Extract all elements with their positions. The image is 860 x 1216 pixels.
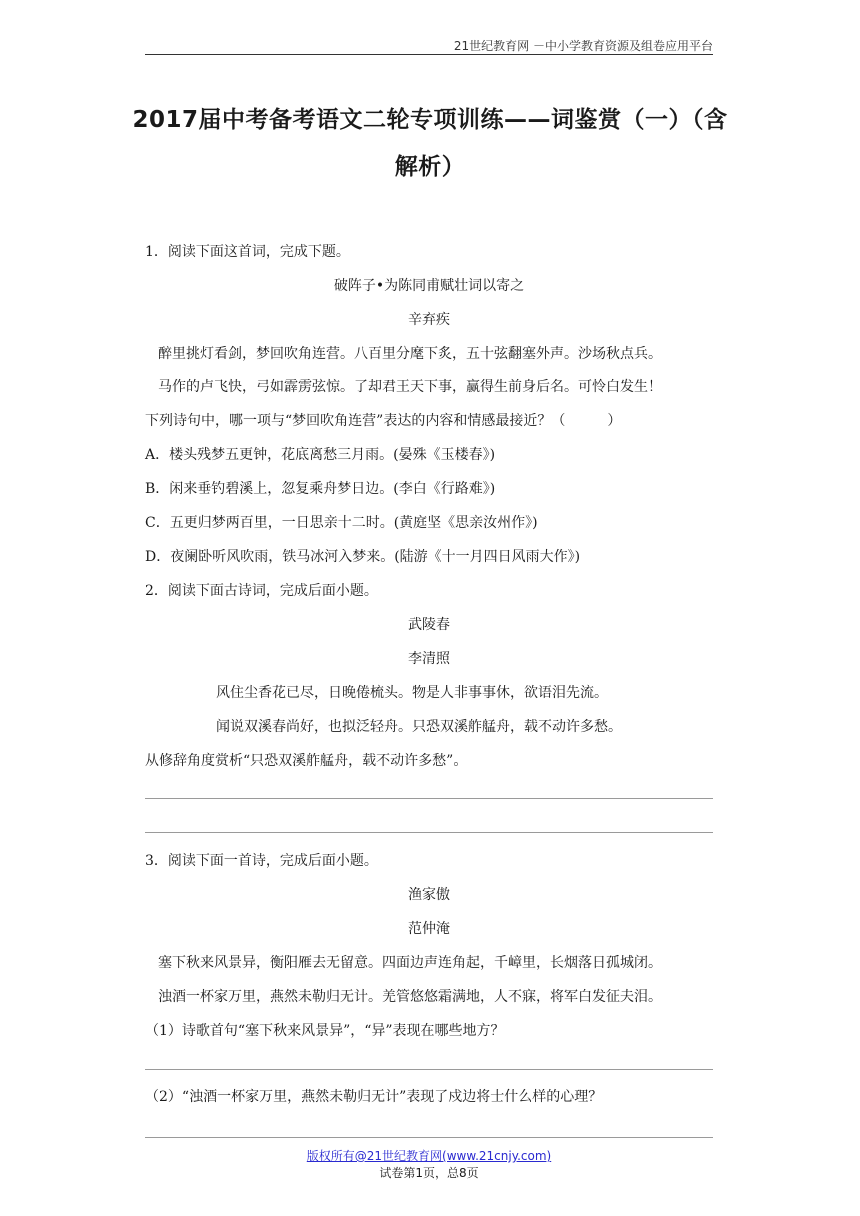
q2-verse-2: 闻说双溪春尚好，也拟泛轻舟。只恐双溪舴艋舟，载不动许多愁。 bbox=[216, 719, 622, 735]
answer-line bbox=[145, 1137, 713, 1138]
q3-verse-1: 塞下秋来风景异，衡阳雁去无留意。四面边声连角起，千嶂里，长烟落日孤城闭。 bbox=[158, 955, 662, 971]
q3-author: 范仲淹 bbox=[408, 921, 450, 937]
q2-author: 李清照 bbox=[408, 651, 450, 667]
q2-prompt: 2．阅读下面古诗词，完成后面小题。 bbox=[145, 583, 378, 599]
q3-poem-title: 渔家傲 bbox=[408, 887, 450, 903]
copyright-link[interactable]: 版权所有@21世纪教育网(www.21cnjy.com) bbox=[306, 1149, 552, 1163]
q1-option-c: C．五更归梦两百里，一日思亲十二时。(黄庭坚《思亲汝州作》) bbox=[145, 515, 538, 531]
answer-line bbox=[145, 798, 713, 799]
q2-poem-title: 武陵春 bbox=[408, 617, 450, 633]
q2-verse-1: 风住尘香花已尽，日晚倦梳头。物是人非事事休，欲语泪先流。 bbox=[216, 685, 608, 701]
q1-option-d: D．夜阑卧听风吹雨，铁马冰河入梦来。(陆游《十一月四日风雨大作》) bbox=[145, 549, 581, 565]
q1-prompt: 1．阅读下面这首词，完成下题。 bbox=[145, 244, 350, 260]
footer-page-info: 试卷第1页，总8页 bbox=[379, 1166, 479, 1180]
answer-line bbox=[145, 1069, 713, 1070]
document-title-line-1: 2017届中考备考语文二轮专项训练——词鉴赏（一）（含 bbox=[132, 107, 728, 133]
q3-prompt: 3．阅读下面一首诗，完成后面小题。 bbox=[145, 853, 378, 869]
q3-sub-question-2: （2）“浊酒一杯家万里，燕然未勒归无计”表现了戍边将士什么样的心理？ bbox=[145, 1089, 603, 1105]
document-title-line-2: 解析） bbox=[394, 154, 466, 180]
q1-option-b: B．闲来垂钓碧溪上，忽复乘舟梦日边。(李白《行路难》) bbox=[145, 481, 496, 497]
page-header bbox=[145, 36, 713, 55]
q2-question: 从修辞角度赏析“只恐双溪舴艋舟，载不动许多愁”。 bbox=[145, 753, 468, 769]
q1-verse-2: 马作的卢飞快，弓如霹雳弦惊。了却君王天下事，赢得生前身后名。可怜白发生！ bbox=[158, 379, 662, 395]
header-text: 21世纪教育网 －中小学教育资源及组卷应用平台 bbox=[453, 39, 713, 53]
q1-question: 下列诗句中，哪一项与“梦回吹角连营”表达的内容和情感最接近？（ ） bbox=[145, 413, 622, 429]
footer-copyright[interactable] bbox=[145, 1147, 713, 1164]
answer-line bbox=[145, 832, 713, 833]
q1-option-a: A．楼头残梦五更钟，花底离愁三月雨。(晏殊《玉楼春》) bbox=[145, 447, 496, 463]
q3-verse-2: 浊酒一杯家万里，燕然未勒归无计。羌管悠悠霜满地，人不寐，将军白发征夫泪。 bbox=[158, 989, 662, 1005]
q1-poem-title: 破阵子•为陈同甫赋壮词以寄之 bbox=[333, 278, 525, 294]
q1-author: 辛弃疾 bbox=[408, 312, 450, 328]
q3-sub-question-1: （1）诗歌首句“塞下秋来风景异”，“异”表现在哪些地方？ bbox=[145, 1023, 505, 1039]
q1-verse-1: 醉里挑灯看剑，梦回吹角连营。八百里分麾下炙，五十弦翻塞外声。沙场秋点兵。 bbox=[158, 346, 662, 362]
